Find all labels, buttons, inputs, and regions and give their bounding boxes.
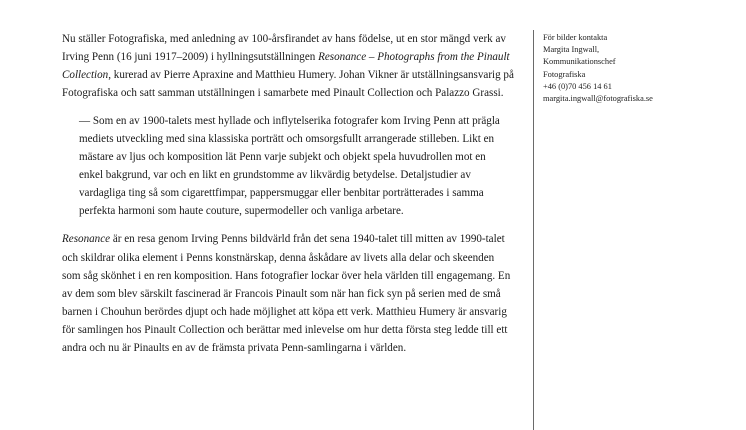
intro-text-end: , kurerad av Pierre Apraxine and Matthieu Humery. Johan Vikner är utställningsansvarig på Fotografiska och satt samman utställningen i samarbete med Pinault Collection och Palazzo Grassi. (62, 69, 514, 100)
resonance-paragraph (62, 230, 514, 356)
contact-sidebar (543, 32, 743, 105)
exhibition-title: Resonance – Photographs from the Pinault Collection (62, 51, 510, 82)
contact-organization: Fotografiska (543, 69, 586, 79)
contact-name: Margita Ingwall, (543, 45, 600, 55)
column-divider (533, 30, 534, 430)
quote-paragraph: — Som en av 1900-talets mest hyllade och inflytelserika fotografer kom Irving Penn att prägla mediets utveckling med sina klassiska porträtt och omsorgsfullt arrangerade stilleben. Likt en mästare av ljus och komposition lät Penn varje subjekt och objekt spela huvudrollen mot en enkel bakgrund, var och en likt en grundstomme av likvärdig betydelse. Detaljstudier av vardagliga ting så som cigarettfimpar, pappersmuggar eller benbitar porträtterades i samma perfekta harmoni som haute couture, supermodeller och vanliga arbetare. (79, 115, 500, 218)
exhibition-title-short: Resonance (62, 233, 111, 246)
intro-text-start: Nu ställer Fotografiska, med anledning av 100-årsfirandet av hans födelse, ut en stor mängd verk av Irving Penn (16 juni 1917–2009) i hyllningsutställningen (62, 33, 506, 64)
resonance-text: är en resa genom Irving Penns bildvärld från det sena 1940-talet till mitten av 1990-talet och skildrar olika element i Penns konstnärskap, denna åskådare av livets alla delar och skeenden som såg skönhet i en ren komposition. Hans fotografier lockar över hela världen till engagemang. En av dem som blev särskilt fascinerad är Francois Pinault som när han fick syn på serien med de små barnen i Chouhun berördes djupt och hade möjlighet att köpa ett verk. Matthieu Humery är ansvarig för samlingen hos Pinault Collection och berättar med inlevelse om hur detta första steg ledde till ett andra och nu är Pinaults en av de främsta privata Penn-samlingarna i världen. (62, 233, 511, 354)
contact-email[interactable]: margita.ingwall@fotografiska.se (543, 94, 653, 104)
contact-title: Kommunikationschef (543, 57, 616, 67)
contact-phone: +46 (0)70 456 14 61 (543, 81, 612, 91)
contact-heading: För bilder kontakta (543, 33, 608, 42)
press-release-body (62, 30, 514, 357)
intro-paragraph (62, 30, 514, 102)
